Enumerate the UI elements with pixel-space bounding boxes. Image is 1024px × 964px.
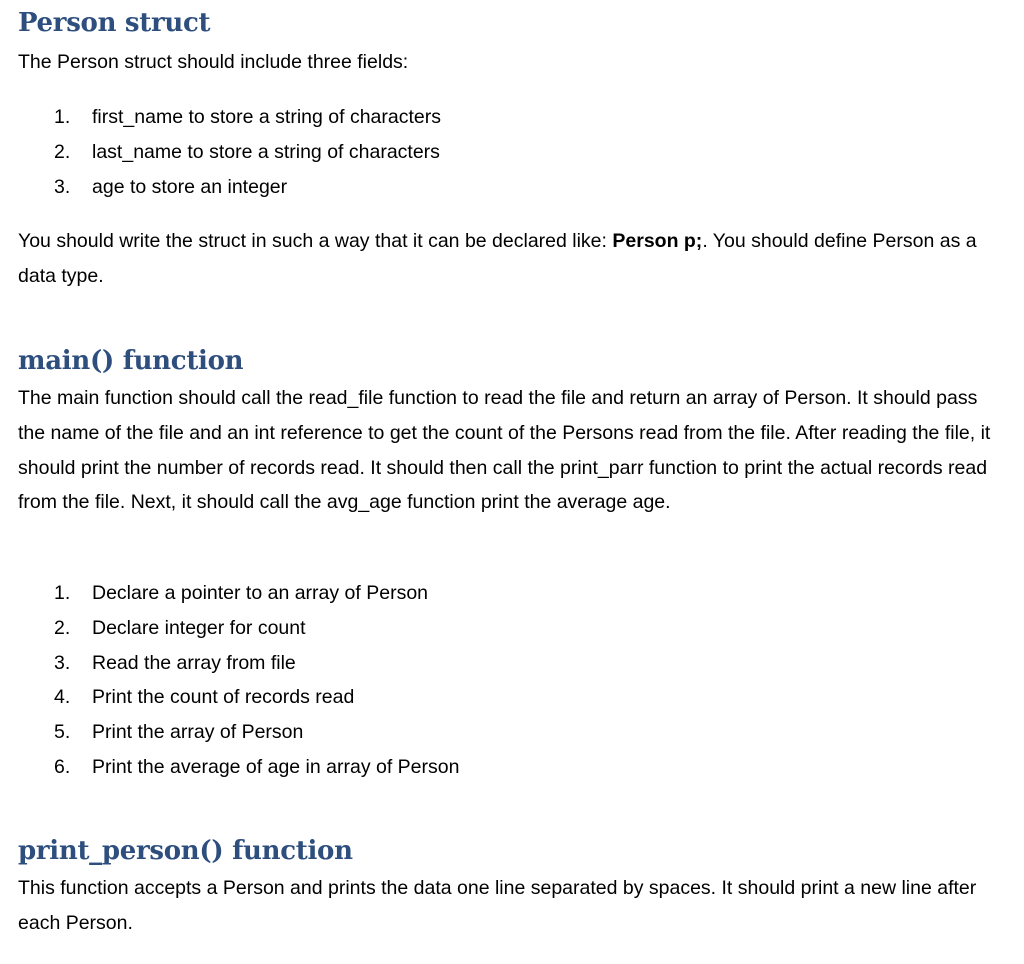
list-item xyxy=(54,170,441,205)
print-person-paragraph: This function accepts a Person and prints the data one line separated by spaces. It should print a new line after each Person. xyxy=(18,877,977,934)
list-item xyxy=(54,100,441,135)
list-item-text: last_name to store a string of characters xyxy=(92,140,440,163)
main-function-step-list xyxy=(54,576,459,785)
list-item-number: 3. xyxy=(54,175,71,198)
list-item xyxy=(54,715,459,750)
list-item-number: 6. xyxy=(54,755,71,778)
list-item-number: 1. xyxy=(54,582,71,604)
list-item-number: 5. xyxy=(54,721,71,744)
list-item xyxy=(54,750,459,785)
main-function-paragraph: The main function should call the read_file function to read the file and return an array of Person. It should pass the name of the file and an int reference to get the count of the Persons read from the file. After reading the file, it should print the number of records read. It should then call the print_parr function to print the actual records read from the file. Next, it should call the avg_age function print the average age. xyxy=(18,387,991,514)
note-text-after: . You should define Person as a data type. xyxy=(18,230,977,287)
list-item xyxy=(54,576,459,611)
list-item-text: age to store an integer xyxy=(92,175,288,198)
list-item-text: Declare a pointer to an array of Person xyxy=(92,582,429,604)
list-item-text: Declare integer for count xyxy=(92,616,306,639)
person-struct-note xyxy=(18,224,978,294)
list-item xyxy=(54,680,459,715)
list-item xyxy=(54,135,441,170)
list-item-number: 4. xyxy=(54,686,71,709)
heading-main-function: main() function xyxy=(18,346,244,376)
list-item-text: first_name to store a string of characters xyxy=(92,106,441,128)
list-item-number: 3. xyxy=(54,651,71,674)
list-item-number: 2. xyxy=(54,616,71,639)
list-item-number: 1. xyxy=(54,106,71,128)
list-item-text: Print the average of age in array of Person xyxy=(92,755,460,778)
note-text-before: You should write the struct in such a way that it can be declared like: xyxy=(18,230,613,252)
list-item xyxy=(54,646,459,681)
list-item-text: Print the count of records read xyxy=(92,686,355,709)
note-code-bold: Person p; xyxy=(612,230,703,252)
list-item xyxy=(54,611,459,646)
person-struct-intro: The Person struct should include three fields: xyxy=(18,51,409,73)
list-item-number: 2. xyxy=(54,140,71,163)
list-item-text: Print the array of Person xyxy=(92,721,304,744)
heading-print-person-function: print_person() function xyxy=(18,836,353,866)
heading-person-struct: Person struct xyxy=(18,8,211,38)
person-struct-field-list xyxy=(54,100,441,204)
list-item-text: Read the array from file xyxy=(92,651,296,674)
